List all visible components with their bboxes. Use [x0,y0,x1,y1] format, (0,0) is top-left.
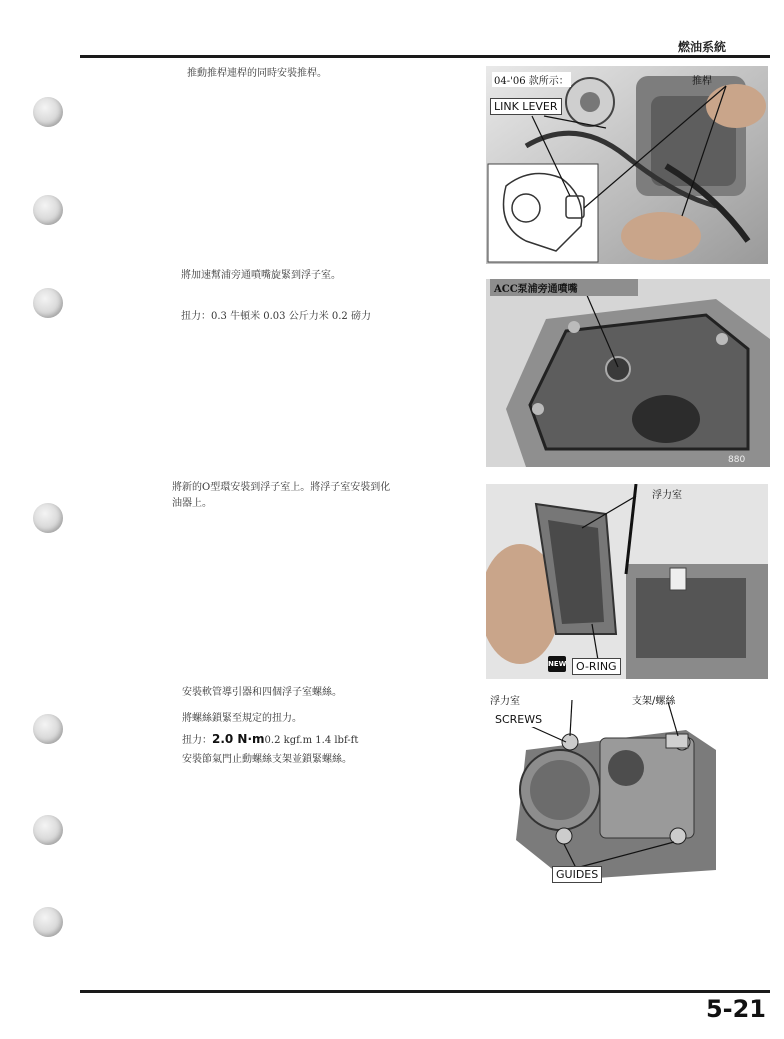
step-2-text: 將加速幫浦旁通噴嘴旋緊到浮子室。 [181,270,341,281]
bracket-screw-label: 支架/螺絲 [632,696,676,707]
step-4-text3: 安裝節氣門止動螺絲支架並鎖緊螺絲。 [182,754,352,765]
figure-link-lever [486,66,768,264]
binder-hole [33,714,63,744]
binder-hole [33,195,63,225]
guides-label: GUIDES [552,866,602,883]
carburetor-photo-3 [486,484,768,679]
binder-hole [33,288,63,318]
header-rule [80,55,770,58]
step-4-torque [182,731,358,749]
float-chamber-label-3: 浮力室 [652,490,682,501]
figure-screws-guides [486,690,768,886]
binder-hole [33,815,63,845]
step-2-torque: 扭力：0.3 牛頓米 0.03 公斤力米 0.2 磅力 [181,311,371,322]
step-1-text: 推動推桿連桿的同時安裝推桿。 [187,68,327,79]
link-lever-label: LINK LEVER [490,98,562,115]
float-chamber-photo [486,279,770,467]
torque-rest: 0.2 kgf.m 1.4 lbf-ft [264,735,359,746]
model-note-label: 04-'06 款所示： [492,72,571,87]
section-title: 燃油系統 [677,40,726,54]
pushrod-label: 推桿 [692,76,712,87]
new-badge: NEW [548,656,566,672]
torque-prefix: 扭力： [182,735,212,746]
footer-rule [80,990,770,993]
binder-hole [33,503,63,533]
casting-mark: 880 [728,455,746,465]
step-4-text2: 將螺絲鎖緊至規定的扭力。 [182,713,302,724]
o-ring-label: O-RING [572,658,621,675]
page-number: 5-21 [705,995,766,1023]
carburetor-photo-1 [486,66,768,264]
step-4-text: 安裝軟管導引器和四個浮子室螺絲。 [182,687,342,698]
screws-label: SCREWS [492,712,545,727]
step-3-text-line1: 將新的O型環安裝到浮子室上。將浮子室安裝到化 [172,482,391,493]
binder-hole [33,97,63,127]
figure-o-ring [486,484,768,679]
step-3-text-line2: 油器上。 [172,498,212,509]
binder-hole [33,907,63,937]
figure-acc-nozzle [486,279,770,467]
acc-nozzle-label: ACC泵浦旁通噴嘴 [490,279,638,296]
float-chamber-label-4: 浮力室 [490,696,520,707]
torque-value: 2.0 N·m [212,732,265,746]
